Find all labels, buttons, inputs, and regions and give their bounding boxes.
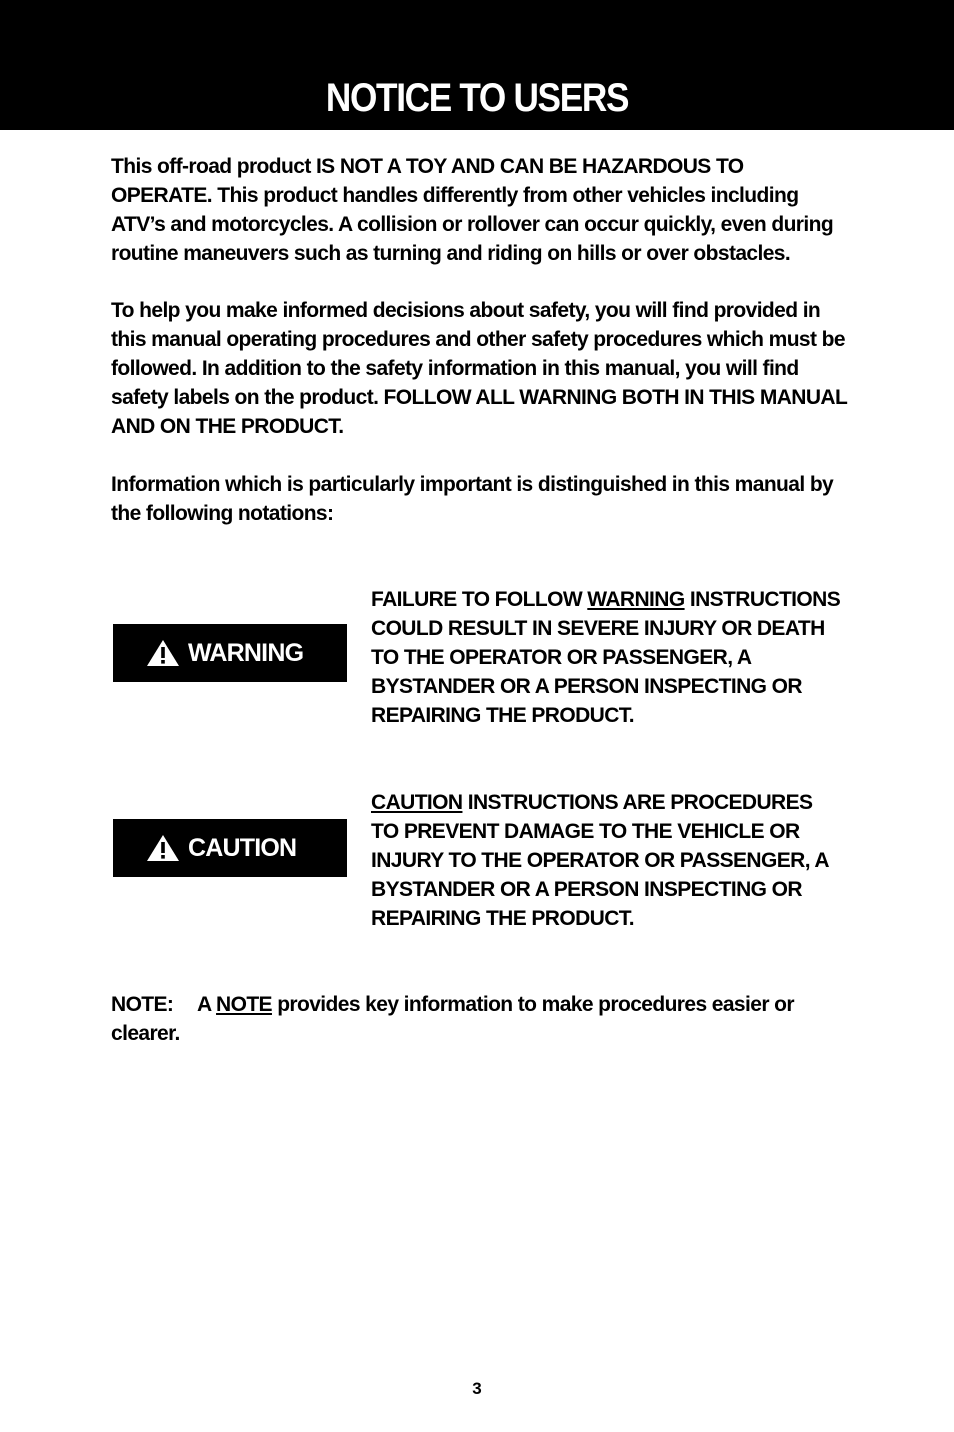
caution-triangle-icon [146,834,180,862]
caution-keyword: CAUTION [371,791,463,814]
warning-badge-label: WARNING [188,638,304,667]
warning-description [371,585,841,730]
safety-info-paragraph: To help you make informed decisions about safety, you will find provided in this manual operating procedures and other safety procedures which must be followed. In addition to the safety information in this manual, you will find safety labels on the product. FOLLOW ALL WARNING BOTH IN THIS MANUAL AND ON THE PRODUCT. [111,299,847,438]
warning-triangle-icon [146,639,180,667]
notations-paragraph: Information which is particularly important is distinguished in this manual by the following notations: [111,473,834,525]
note-text-before: A [197,993,217,1016]
note-text-after: provides key information to make procedures easier or clearer. [111,993,794,1045]
page-title: NOTICE TO USERS [325,76,629,120]
warning-text-after: INSTRUCTIONS COULD RESULT IN SEVERE INJURY OR DEATH TO THE OPERATOR OR PASSENGER, A BYSTANDER OR A PERSON INSPECTING OR REPAIRING THE PRODUCT. [371,588,841,727]
intro-paragraph: This off-road product IS NOT A TOY AND CAN BE HAZARDOUS TO OPERATE. This product handles differently from other vehicles including ATV’s and motorcycles. A collision or rollover can occur quickly, even during routine maneuvers such as turning and riding on hills or over obstacles. [111,155,834,265]
warning-text-before: FAILURE TO FOLLOW [371,588,588,611]
note-paragraph [111,990,831,1048]
page-number: 3 [472,1379,482,1398]
warning-keyword: WARNING [587,588,685,611]
warning-badge [113,624,347,682]
caution-badge-label: CAUTION [188,833,297,862]
caution-badge [113,819,347,877]
caution-description [371,788,841,933]
note-keyword: NOTE [216,993,272,1016]
caution-text-after: INSTRUCTIONS ARE PROCEDURES TO PREVENT DAMAGE TO THE VEHICLE OR INJURY TO THE OPERATOR OR PASSENGER, A BYSTANDER OR A PERSON INSPECTING OR REPAIRING THE PRODUCT. [371,791,829,930]
note-lead: NOTE: [111,993,174,1016]
